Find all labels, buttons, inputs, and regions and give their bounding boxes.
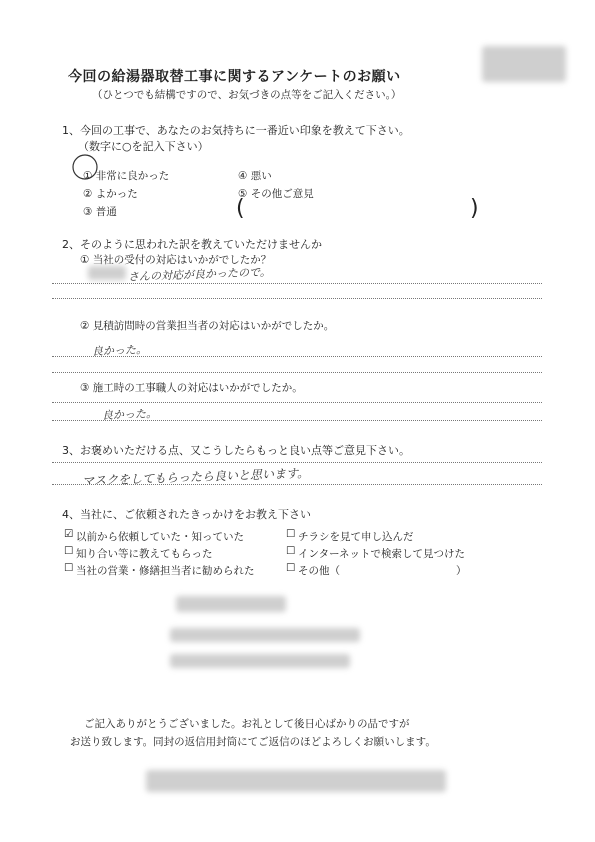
- q1-option-3: ③ 普通: [83, 206, 117, 218]
- q1-close-paren: ): [470, 196, 479, 221]
- q4-option-2: 知り合い等に教えてもらった: [76, 548, 213, 560]
- q2-question: 2、そのように思われた訳を教えていただけませんか: [62, 238, 322, 251]
- page-title: 今回の給湯器取替工事に関するアンケートのお願い: [68, 69, 401, 85]
- answer-line: [52, 372, 542, 373]
- page-subtitle: （ひとつでも結構ですので、お気づきの点等をご記入ください。）: [92, 89, 402, 101]
- q4-close-paren: ）: [456, 565, 467, 577]
- checkbox[interactable]: ☐: [286, 545, 296, 557]
- q2-answer3: 良かった。: [101, 407, 158, 422]
- q1-question: 1、今回の工事で、あなたのお気持ちに一番近い印象を教えて下さい。: [62, 124, 410, 137]
- q4-option-3: 当社の営業・修繕担当者に勧められた: [76, 565, 255, 577]
- redacted-company-info: [146, 770, 446, 792]
- q3-answer: マスクをしてもらったら良いと思います。: [81, 466, 310, 488]
- q1-instruction: （数字に○を記入下さい）: [78, 140, 209, 153]
- q4-option-4: チラシを見て申し込んだ: [298, 531, 414, 543]
- checkbox[interactable]: ☐: [286, 528, 296, 540]
- answer-line: [52, 298, 542, 299]
- redacted-name: [88, 266, 126, 280]
- q2-answer1: さんの対応が良かったので。: [127, 265, 271, 284]
- q1-option-4: ④ 悪い: [238, 170, 272, 182]
- q1-open-paren: (: [236, 196, 245, 221]
- checkbox[interactable]: ☐: [64, 562, 74, 574]
- q4-option-6: その他（: [298, 565, 340, 577]
- redacted-logo: [482, 46, 566, 82]
- q1-option-2: ② よかった: [83, 188, 138, 200]
- answer-line: [52, 420, 542, 421]
- q3-question: 3、お褒めいただける点、又こうしたらもっと良い点等ご意見下さい。: [62, 444, 410, 457]
- answer-line: [52, 402, 542, 403]
- q2-answer2: 良かった。: [91, 343, 148, 358]
- footer-line-1: ご記入ありがとうございました。お礼として後日心ばかりの品ですが: [84, 718, 410, 730]
- checkbox[interactable]: ☐: [64, 545, 74, 557]
- checkbox[interactable]: ☐: [286, 562, 296, 574]
- checkbox-checked[interactable]: ☑: [64, 528, 74, 540]
- footer-line-2: お送り致します。同封の返信用封筒にてご返信のほどよろしくお願いします。: [70, 736, 436, 748]
- q4-option-1: 以前から依頼していた・知っていた: [76, 531, 244, 543]
- redacted-respondent-phone: [170, 654, 350, 668]
- q2-sub1: ① 当社の受付の対応はいかがでしたか？: [80, 254, 272, 266]
- q2-sub3: ③ 施工時の工事職人の対応はいかがでしたか。: [80, 382, 303, 394]
- q2-sub2: ② 見積訪問時の営業担当者の対応はいかがでしたか。: [80, 320, 335, 332]
- q4-question: 4、当社に、ご依頼されたきっかけをお教え下さい: [62, 508, 311, 521]
- q4-option-5: インターネットで検索して見つけた: [298, 548, 466, 560]
- answer-line: [52, 356, 542, 357]
- q1-option-1: ① 非常に良かった: [83, 170, 170, 182]
- answer-line: [52, 283, 542, 284]
- redacted-respondent-name: [176, 596, 286, 612]
- answer-line: [52, 462, 542, 463]
- answer-line: [52, 484, 542, 485]
- q1-option-5: ⑤ その他ご意見: [238, 188, 314, 200]
- redacted-respondent-address: [170, 628, 360, 642]
